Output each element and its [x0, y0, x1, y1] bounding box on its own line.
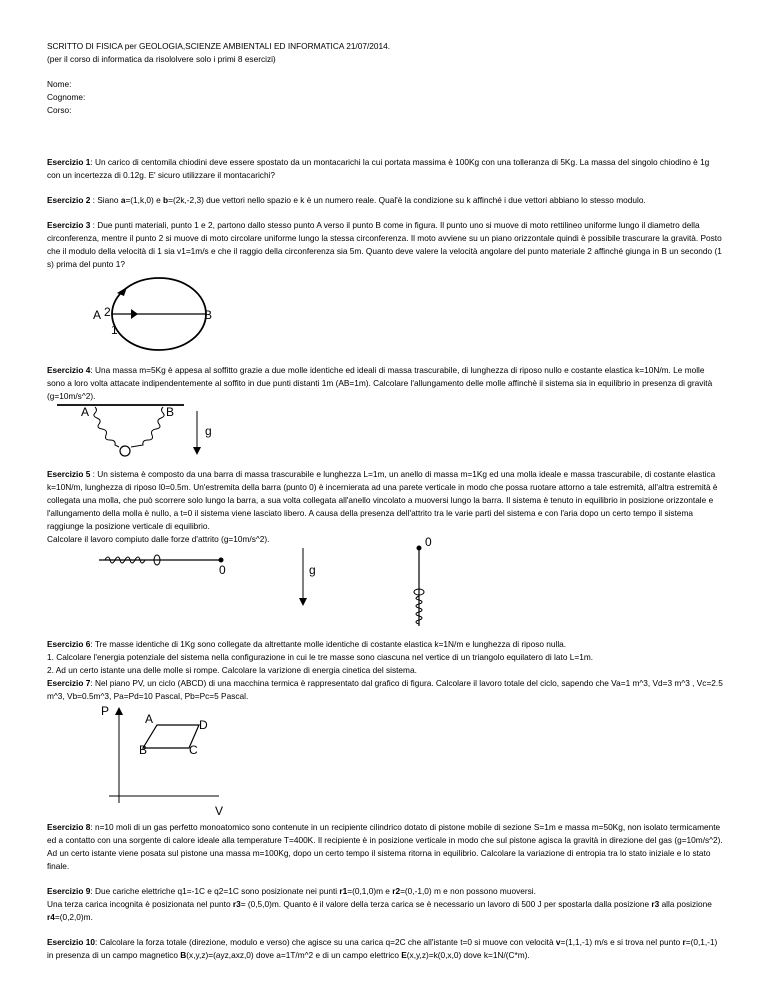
exercise-3 [47, 219, 723, 271]
figure-3-area [47, 271, 723, 355]
label-A: A [93, 308, 102, 322]
label-A: A [81, 405, 90, 419]
exercise-6-label: Esercizio 6 [47, 639, 91, 649]
figure-circle-motion [47, 271, 213, 355]
exercise-10-text: =(1,1,-1) m/s e si trova nel punto [560, 937, 683, 947]
pivot-vertical [417, 546, 422, 551]
field-B: B [180, 950, 187, 960]
label-g: g [205, 424, 212, 438]
vector-r: r [682, 937, 686, 947]
label-g: g [309, 563, 316, 577]
label-point-2: 2 [104, 305, 111, 319]
exercise-5-text: : Un sistema è composto da una barra di massa trascurabile e lunghezza L=1m, un anello di massa m=1Kg ed una molla ideale e massa trascurabile, di costante elastica k=10N/m, lunghezza di riposo l0=0.5m. Un'estremita della barra (punto 0) è incernierata ad una parete verticale in modo che possa ruotare attorno a tale estremità, all'altra estremità è collegata una molla, che può scorrere solo lungo la barra, a sua volta collegata all'anello vincolato a muoversi lungo la barra. Il sistema è tenuto in equilibrio in posizione orizzontale e l'allungamento della molla è nullo, a t=0 il sistema viene lasciato libero. A causa della presenza dell'attrito tra le varie parti del sistema e con l'aria dopo un certo tempo il sistema raggiunge la posizione verticale di equilibrio. [47, 469, 718, 531]
exercise-5-question: Calcolare il lavoro compiuto dalle forze d'attrito (g=10m/s^2). [47, 534, 270, 544]
exercise-8-label: Esercizio 8 [47, 822, 91, 832]
field-E: E [401, 950, 407, 960]
exercise-10-label: Esercizio 10 [47, 937, 95, 947]
exercise-9-text: : Due cariche elettriche q1=-1C e q2=1C sono posizionate nei punti [90, 886, 340, 896]
exercise-8 [47, 821, 723, 873]
exercise-9-text: =(0,-1,0) m e non possono muoversi. [400, 886, 536, 896]
figure-pv-cycle [47, 703, 267, 821]
figure-bar-spring [47, 534, 447, 626]
exercise-9-text: =(0,1,0)m e [347, 886, 393, 896]
exercise-7-text: : Nel piano PV, un ciclo (ABCD) di una macchina termica è rappresentato dal grafico di figura. Calcolare il lavoro totale del ciclo, sapendo che Va=1 m^3, Vd=3 m^3 , Vc=2.5 m^3, Vb=0.5m^3, Pa=Pd=10 Pascal, Pb=Pc=5 Pascal. [47, 678, 723, 701]
exercise-5 [47, 468, 723, 533]
p-axis-head [115, 707, 123, 715]
exercise-8-text: : n=10 moli di un gas perfetto monoatomico sono contenute in un recipiente cilindrico dotato di pistone mobile di sezione S=1m e massa m=50Kg, non isolato termicamente ed a contatto con una sorgente di calore ideale alla temperature T=400K. Il recipiente è in posizione verticale in modo che sul pistone agisca la gravità in direzione del gas (g=10m/s^2). Ad un certo istante viene posata sul pistone una massa m=100Kg, dopo un certo tempo il sistema ritorna in equilibrio. Calcolare la variazione di entropia tra lo stato iniziale e lo stato finale. [47, 822, 723, 871]
exercise-9-label: Esercizio 9 [47, 886, 91, 896]
exercise-10-text: =(0,1,-1) in presenza di un campo magnetico [47, 937, 718, 960]
exercise-9-text: Una terza carica incognita è posizionata nel punto [47, 899, 233, 909]
exercise-9-text: alla posizione [659, 899, 712, 909]
vector-v: v [555, 937, 561, 947]
vector-r2: r2 [392, 886, 401, 896]
exercise-10-text: (x,y,z)=(ayz,axz,0) dove a=1T/m^2 e di un campo elettrico [186, 950, 402, 960]
gravity-arrow-head [193, 447, 201, 455]
exercise-4-label: Esercizio 4 [47, 365, 91, 375]
exercise-3-text: : Due punti materiali, punto 1 e 2, partono dallo stesso punto A verso il punto B come in figura. Il punto uno si muove di moto rettilineo uniforme lungo il diametro della circonferenza, mentre il punto 2 si muove di moto circolare uniforme lungo la stessa circonferenza. Il moto avviene su un piano orizzontale quindi è possibile trascurare la gravità. Posto che il modulo della velocità di 1 sia v1=1m/s e che il raggio della circonferenza sia 5m. Quanto deve valere la velocità angolare del punto materiale 2 affinché giunga in B un secondo (1 s) prima del punto 1? [47, 220, 722, 269]
pivot-horizontal [219, 558, 224, 563]
exercise-6-text: : Tre masse identiche di 1Kg sono collegate da altrettante molle identiche di costante elastica k=1N/m e lunghezza di riposo nulla. [90, 639, 567, 649]
field-nome: Nome: [47, 79, 72, 89]
label-P: P [101, 704, 110, 718]
exercise-4-text: : Una massa m=5Kg è appesa al soffitto grazie a due molle identiche ed ideali di massa trascurabile, di lunghezza di riposo nullo e costante elastica k=10N/m. Le molle sono a loro volta attacate indipendentemente al soffito in due punti distanti 1m (AB=1m). Calcolare l'allungamento delle molle affinchè il sistema sia in equilibrio in presenza di gravità (g=10m/s^2). [47, 365, 713, 401]
exercise-2-text: =(2k,-2,3) due vettori nello spazio e k è un numero reale. Qual'è la condizione su k affinché i due vettori abbiano lo stesso modulo. [168, 195, 646, 205]
label-point-1: 1 [111, 323, 118, 337]
vector-r3: r3 [651, 899, 660, 909]
exercise-2-text: : Siano [90, 195, 121, 205]
arrow-point-1 [131, 309, 138, 319]
exercise-2-label: Esercizio 2 [47, 195, 91, 205]
exercise-10-text: : Calcolare la forza totale (direzione, modulo e verso) che agisce su una carica q=2C che all'istante t=0 si muove con velocità [94, 937, 556, 947]
exercise-10-text: (x,y,z)=k(0,x,0) dove k=1N/(C*m). [406, 950, 530, 960]
label-B: B [204, 308, 213, 322]
exercise-1-text: : Un carico di centomila chiodini deve essere spostato da un montacarichi la cui portata massima è 100Kg con una tolleranza di 5Kg. La massa del singolo chiodino è 1g con un incertezza di 0.12g. E' sicuro utilizzare il montacarichi? [47, 157, 710, 180]
hanging-mass [120, 446, 130, 456]
exercise-4 [47, 364, 723, 403]
exercise-2-text: =(1,k,0) e [125, 195, 164, 205]
exercise-9 [47, 885, 723, 898]
label-V: V [215, 804, 224, 818]
vector-r4: r4 [47, 912, 55, 922]
exercise-7 [47, 677, 723, 703]
vector-r3: r3 [232, 899, 241, 909]
vector-r1: r1 [339, 886, 348, 896]
spring-right [131, 407, 164, 447]
label-0-vertical: 0 [425, 535, 432, 549]
exercise-1-label: Esercizio 1 [47, 157, 91, 167]
exercise-6-item-2: 2. Ad un certo istante una delle molle si rompe. Calcolare la varizione di energia cinetica del sistema. [47, 665, 417, 675]
exam-subtitle: (per il corso di informatica da risololvere solo i primi 8 esercizi) [47, 54, 276, 64]
label-C: C [189, 743, 198, 757]
exercise-5-label: Esercizio 5 [47, 469, 91, 479]
exercise-9-continued [47, 898, 723, 924]
vector-b: b [163, 195, 169, 205]
exercise-3-label: Esercizio 3 [47, 220, 91, 230]
exercise-10 [47, 936, 723, 962]
exercise-6 [47, 638, 723, 651]
figure-7-area [47, 703, 723, 821]
label-B: B [166, 405, 175, 419]
field-corso: Corso: [47, 105, 72, 115]
label-0-horizontal: 0 [219, 563, 226, 577]
exam-page [47, 40, 723, 962]
spring-left [94, 407, 119, 447]
exercise-2 [47, 194, 723, 207]
figure-two-springs [47, 403, 267, 463]
label-A: A [145, 712, 154, 726]
field-cognome: Cognome: [47, 92, 86, 102]
exercise-9-text: =(0,2,0)m. [54, 912, 93, 922]
exam-title: SCRITTO DI FISICA per GEOLOGIA,SCIENZE AMBIENTALI ED INFORMATICA 21/07/2014. [47, 41, 391, 51]
exercise-9-text: = (0,5,0)m. Quanto è il valore della terza carica se è necessario un lavoro di 500 J per spostarla dalla posizione [240, 899, 652, 909]
vector-a: a [120, 195, 126, 205]
gravity-arrow-head [299, 598, 307, 606]
exercise-6-item-1: 1. Calcolare l'energia potenziale del sistema nella configurazione in cui le tre masse sono ciascuna nel vertice di un triangolo equilatero di lato L=1m. [47, 652, 594, 662]
figure-4-area [47, 403, 723, 468]
label-B: B [139, 743, 148, 757]
label-D: D [199, 718, 208, 732]
exercise-7-label: Esercizio 7 [47, 678, 91, 688]
exercise-1 [47, 156, 723, 182]
